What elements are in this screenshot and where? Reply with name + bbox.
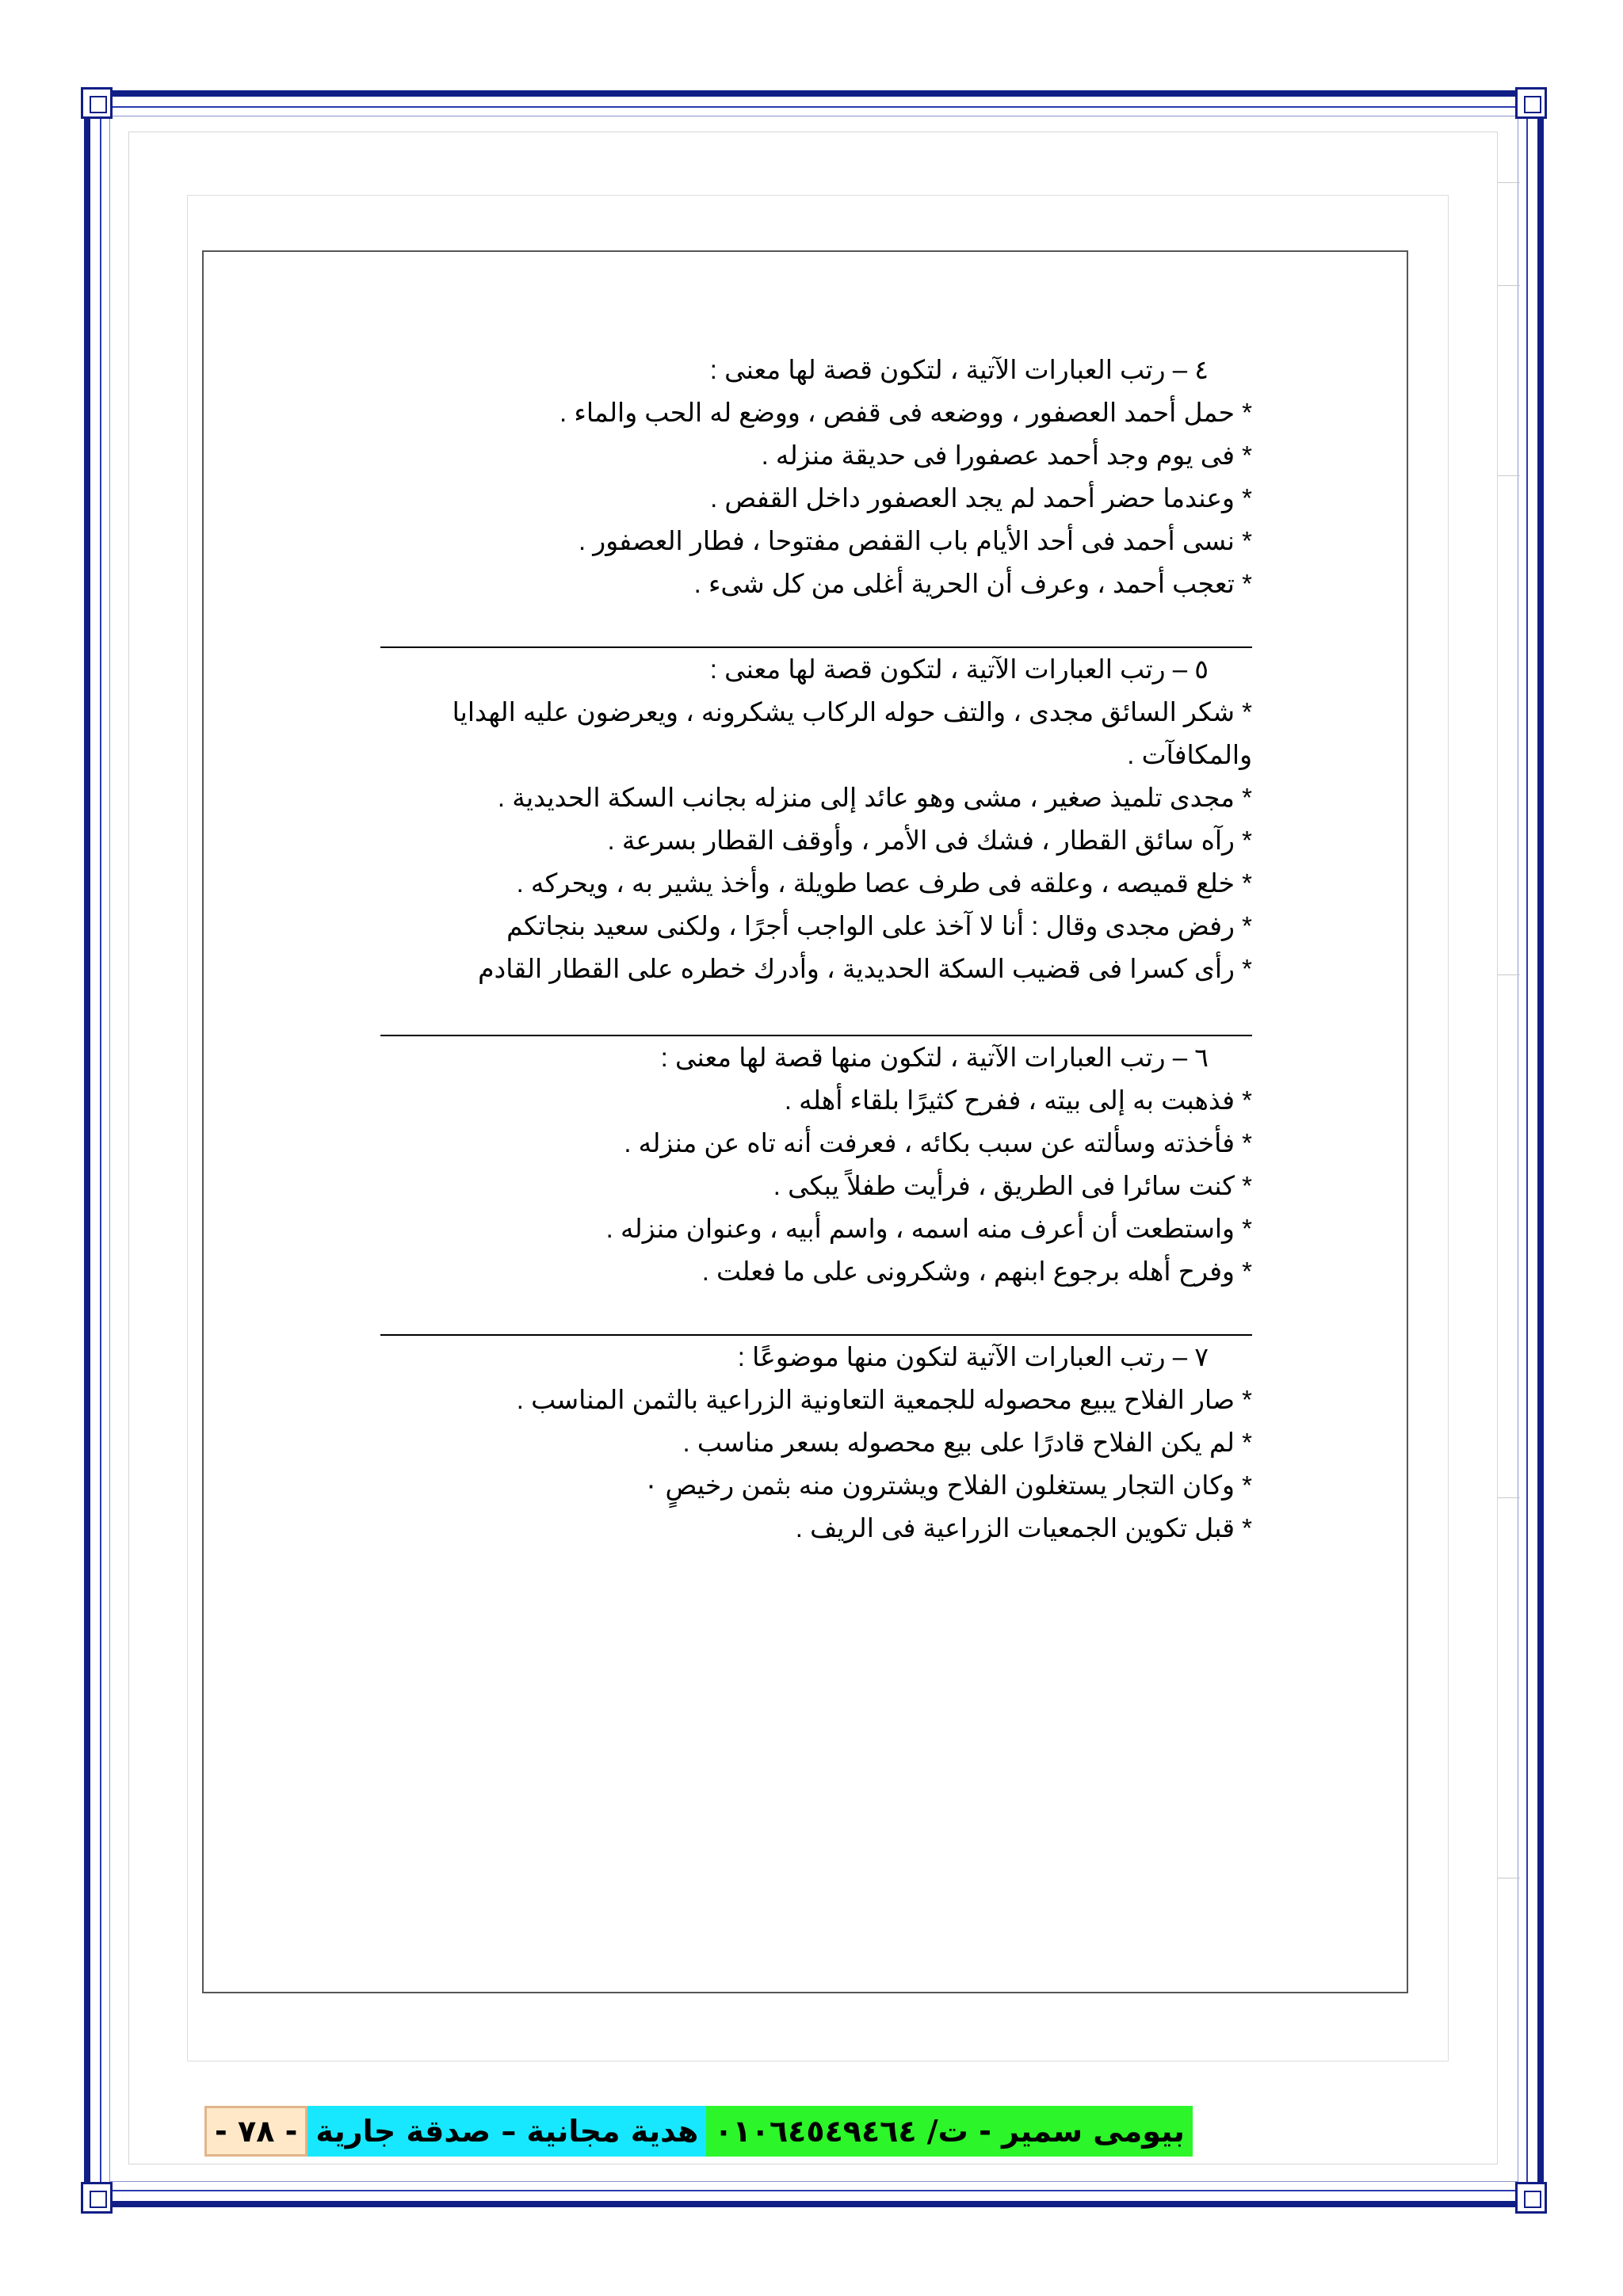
exercise-item: * مجدى تلميذ صغير ، مشى وهو عائد إلى منزله بجانب السكة الحديدية .	[497, 783, 1252, 812]
corner-ornament-bottom-left	[81, 2182, 113, 2214]
footer-gift-note: هدية مجانية – صدقة جارية	[307, 2106, 706, 2157]
footer-author-phone: بيومى سمير - ت/ ٠١٠٦٤٥٤٩٤٦٤	[706, 2106, 1192, 2157]
exercise-item: * فى يوم وجد أحمد عصفورا فى حديقة منزله .	[761, 441, 1252, 470]
exercise-item: * شكر السائق مجدى ، والتف حوله الركاب يشكرونه ، ويعرضون عليه الهدايا والمكافآت .	[452, 697, 1252, 769]
exercise-item: * وكان التجار يستغلون الفلاح ويشترون منه بثمن رخيصٍ ٠	[643, 1470, 1252, 1500]
exercise-item: * نسى أحمد فى أحد الأيام باب القفص مفتوحا ، فطار العصفور .	[578, 526, 1252, 555]
corner-ornament-bottom-right	[1515, 2182, 1547, 2214]
margin-tick	[1498, 285, 1520, 286]
footer-banner	[204, 2106, 1193, 2157]
exercise-heading: ٤ – رتب العبارات الآتية ، لتكون قصة لها معنى :	[709, 355, 1209, 384]
exercise-item: * خلع قميصه ، وعلقه فى طرف عصا طويلة ، وأخذ يشير به ، ويحركه .	[516, 868, 1252, 898]
margin-tick	[1498, 974, 1520, 975]
exercise-section-6	[372, 1036, 1252, 1293]
margin-tick	[1498, 475, 1520, 476]
exercise-item: * رفض مجدى وقال : أنا لا آخذ على الواجب أجرًا ، ولكنى سعيد بنجاتكم	[506, 911, 1252, 940]
exercise-item: * وفرح أهله برجوع ابنهم ، وشكرونى على ما فعلت .	[701, 1257, 1252, 1286]
exercise-item: * واستطعت أن أعرف منه اسمه ، واسم أبيه ، وعنوان منزله .	[605, 1214, 1252, 1243]
exercise-item: * لم يكن الفلاح قادرًا على بيع محصوله بسعر مناسب .	[682, 1428, 1252, 1457]
exercise-text	[372, 349, 1252, 1550]
exercise-item: * فذهبت به إلى بيته ، ففرح كثيرًا بلقاء أهله .	[784, 1085, 1252, 1115]
exercise-item: * قبل تكوين الجمعيات الزراعية فى الريف .	[795, 1513, 1252, 1543]
exercise-item: * رأى كسرا فى قضيب السكة الحديدية ، وأدرك خطره على القطار القادم	[478, 954, 1252, 983]
exercise-heading: ٥ – رتب العبارات الآتية ، لتكون قصة لها معنى :	[709, 654, 1209, 684]
corner-ornament-top-right	[1515, 87, 1547, 119]
corner-ornament-top-left	[81, 87, 113, 119]
exercise-section-7	[372, 1336, 1252, 1550]
page-number: - ٧٨ -	[204, 2106, 307, 2157]
exercise-item: * كنت سائرا فى الطريق ، فرأيت طفلاً يبكى .	[773, 1171, 1252, 1200]
margin-tick	[1498, 182, 1520, 183]
exercise-item: * فأخذته وسألته عن سبب بكائه ، فعرفت أنه تاه عن منزله .	[624, 1128, 1252, 1158]
exercise-section-4	[372, 349, 1252, 605]
exercise-item: * تعجب أحمد ، وعرف أن الحرية أغلى من كل شىء .	[693, 569, 1252, 598]
exercise-item: * حمل أحمد العصفور ، ووضعه فى قفص ، ووضع له الحب والماء .	[559, 398, 1252, 427]
exercise-item: * رآه سائق القطار ، فشك فى الأمر ، وأوقف القطار بسرعة .	[607, 826, 1252, 855]
exercise-section-5	[372, 648, 1252, 990]
margin-tick	[1498, 1497, 1520, 1498]
exercise-item: * صار الفلاح يبيع محصوله للجمعية التعاونية الزراعية بالثمن المناسب .	[516, 1385, 1252, 1414]
exercise-item: * وعندما حضر أحمد لم يجد العصفور داخل القفص .	[710, 483, 1252, 513]
exercise-heading: ٧ – رتب العبارات الآتية لتكون منها موضوعًا :	[737, 1342, 1209, 1371]
exercise-heading: ٦ – رتب العبارات الآتية ، لتكون منها قصة لها معنى :	[660, 1043, 1209, 1072]
